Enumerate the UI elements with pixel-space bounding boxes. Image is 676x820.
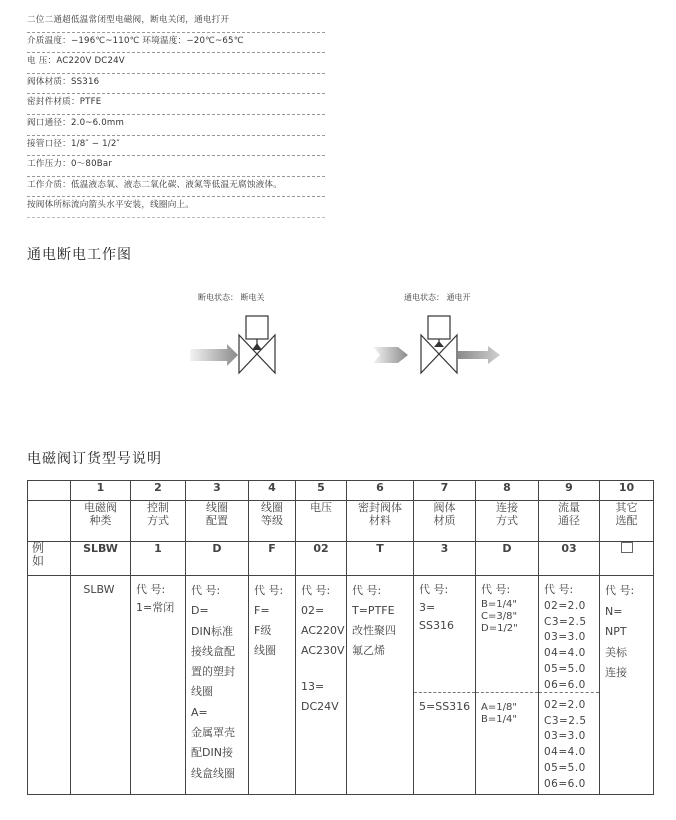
valve-type-detail: SLBW xyxy=(83,583,115,596)
control-mode-detail: 代 号: 1=常闭 xyxy=(136,583,175,614)
header-text: 流量 通径 xyxy=(558,501,580,527)
column-header xyxy=(131,501,186,542)
voltage-ac-detail: 代 号: 02= AC220V AC230V xyxy=(301,584,345,657)
flow-b-text: 02=2.0 C3=2.5 03=3.0 04=4.0 05=5.0 06=6.0 xyxy=(544,699,587,790)
flow-a xyxy=(539,576,599,692)
header-text: 线圈 等级 xyxy=(261,501,283,527)
order-code-table xyxy=(27,480,654,795)
body-material-a-text: 代 号: 3= SS316 xyxy=(419,583,454,632)
header-text: 电磁阀 种类 xyxy=(84,501,117,527)
flow-b xyxy=(539,692,599,792)
example-label xyxy=(28,542,71,576)
blank-cell xyxy=(28,576,71,795)
spec-line: 工作介质：低温液态氧、液态二氧化碳、液氮等低温无腐蚀液体。 xyxy=(27,177,325,198)
seal-material-detail: 代 号: T=PTFE 改性聚四 氟乙烯 xyxy=(352,584,396,657)
connection-a-text: B=1/4" C=3/8" D=1/2" xyxy=(481,599,518,634)
example-value: 3 xyxy=(414,542,476,576)
detail-cell xyxy=(539,576,600,795)
header-text: 线圈 配置 xyxy=(206,501,228,527)
body-material-a xyxy=(414,576,475,692)
spec-line: 按阀体所标流向箭头水平安装，线圈向上。 xyxy=(27,197,325,218)
example-value: 03 xyxy=(539,542,600,576)
column-header xyxy=(347,501,414,542)
detail-cell xyxy=(186,576,249,795)
header-text: 阀体 材质 xyxy=(433,501,456,527)
column-number: 3 xyxy=(186,481,249,501)
column-header xyxy=(476,501,539,542)
detail-cell xyxy=(296,576,347,795)
column-number: 9 xyxy=(539,481,600,501)
table-header-row xyxy=(28,501,654,542)
detail-cell xyxy=(131,576,186,795)
example-value: D xyxy=(476,542,539,576)
example-value: F xyxy=(249,542,296,576)
valve-closed-icon xyxy=(190,316,275,373)
state-off-label: 断电状态： 断电关 xyxy=(198,293,265,302)
example-value: T xyxy=(347,542,414,576)
flow-a-text: 02=2.0 C3=2.5 03=3.0 04=4.0 05=5.0 06=6.0 xyxy=(544,600,587,691)
column-number: 10 xyxy=(600,481,654,501)
spec-line: 阀体材质：SS316 xyxy=(27,74,325,95)
header-text: 电压 xyxy=(310,501,332,514)
detail-cell xyxy=(600,576,654,795)
detail-cell xyxy=(414,576,476,795)
column-number: 1 xyxy=(71,481,131,501)
column-number: 4 xyxy=(249,481,296,501)
example-value-option-box xyxy=(600,542,654,576)
header-text: 密封阀体 材料 xyxy=(358,501,402,527)
column-number: 7 xyxy=(414,481,476,501)
column-header xyxy=(186,501,249,542)
header-text: 连接 方式 xyxy=(496,501,518,527)
order-title: 电磁阀订货型号说明 xyxy=(27,451,162,467)
column-header xyxy=(539,501,600,542)
column-number: 5 xyxy=(296,481,347,501)
blank-cell xyxy=(28,501,71,542)
column-header xyxy=(296,501,347,542)
coil-config-detail: 代 号: D= DIN标准 接线盒配 置的塑封 线圈 A= 金属罩壳 配DIN接 线盒线圈 xyxy=(191,584,235,780)
spec-line: 阀口通径：2.0~6.0mm xyxy=(27,115,325,136)
example-value: D xyxy=(186,542,249,576)
connection-a-head: 代 号: xyxy=(481,583,511,596)
header-text: 其它 选配 xyxy=(615,501,638,527)
column-number: 8 xyxy=(476,481,539,501)
connection-b-text: A=1/8" B=1/4" xyxy=(481,702,517,725)
corner-cell xyxy=(28,481,71,501)
spec-line: 二位二通超低温常闭型电磁阀，断电关闭，通电打开 xyxy=(27,12,325,33)
spec-line: 接管口径：1/8″ − 1/2″ xyxy=(27,136,325,157)
table-number-row xyxy=(28,481,654,501)
spec-line: 介质温度：−196℃~110℃ 环境温度：−20℃~65℃ xyxy=(27,33,325,54)
options-detail: 代 号: N= NPT 美标 连接 xyxy=(605,584,635,679)
column-header xyxy=(71,501,131,542)
column-header xyxy=(249,501,296,542)
example-value: 02 xyxy=(296,542,347,576)
flow-a-head: 代 号: xyxy=(544,583,574,596)
coil-class-detail: 代 号: F= F级 线圈 xyxy=(254,584,284,657)
connection-a xyxy=(476,576,538,692)
state-on-label: 通电状态： 通电开 xyxy=(404,293,471,302)
example-value: 1 xyxy=(131,542,186,576)
column-number: 6 xyxy=(347,481,414,501)
spec-line: 工作压力：0～80Bar xyxy=(27,156,325,177)
detail-cell xyxy=(71,576,131,795)
column-header xyxy=(600,501,654,542)
detail-cell xyxy=(347,576,414,795)
detail-row xyxy=(28,576,654,795)
detail-cell xyxy=(476,576,539,795)
example-row xyxy=(28,542,654,576)
body-material-b-text: 5=SS316 xyxy=(419,700,471,713)
column-header xyxy=(414,501,476,542)
valve-open-icon xyxy=(373,316,500,373)
example-label-text: 例 如 xyxy=(32,541,45,568)
checkbox-icon xyxy=(621,542,633,553)
voltage-dc-detail: 13= DC24V xyxy=(301,680,339,713)
diagram-title: 通电断电工作图 xyxy=(27,247,132,263)
column-number: 2 xyxy=(131,481,186,501)
spec-line: 密封件材质：PTFE xyxy=(27,94,325,115)
header-text: 控制 方式 xyxy=(147,501,169,527)
detail-cell xyxy=(249,576,296,795)
spec-line: 电 压：AC220V DC24V xyxy=(27,53,325,74)
connection-b xyxy=(476,692,538,726)
body-material-b xyxy=(414,692,475,716)
example-value: SLBW xyxy=(71,542,131,576)
